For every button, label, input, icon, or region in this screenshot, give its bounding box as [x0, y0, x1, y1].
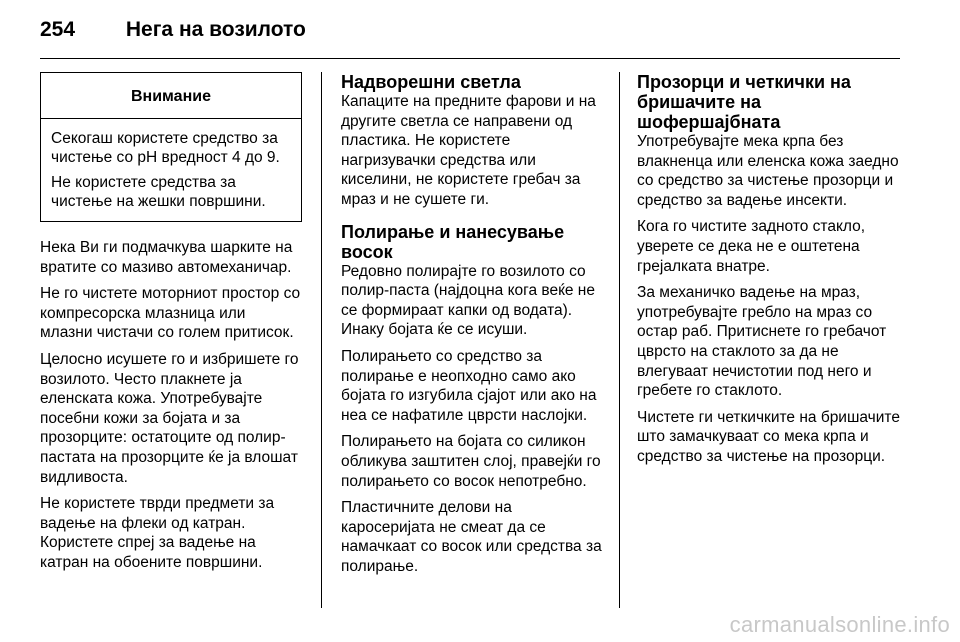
column-divider — [321, 72, 322, 608]
column-divider — [619, 72, 620, 608]
column-1 — [40, 72, 302, 579]
paragraph: Капаците на предните фарови и на другите светла се направени од пластика. Не користете нагризувачки средства или киселини, не користете гребач за мраз и не сушете ги. — [341, 93, 596, 208]
warning-line: Не користете средства за чистење на жешки површини. — [51, 173, 266, 211]
paragraph: Целосно исушете го и избришете го возилото. Често плакнете ја еленската кожа. Употребувајте посебни кожи за бојата и за прозорците: остатоците од полир-пастата на прозорците ќе ја влошат видливоста. — [40, 350, 299, 486]
paragraph: Не користете тврди предмети за вадење на флеки од катран. Користете спреј за вадење на катран на обоените површини. — [40, 495, 275, 571]
section-heading-exterior-lights: Надворешни светла — [341, 72, 521, 92]
paragraph: За механичко вадење на мраз, употребувајте гребло на мраз со остар раб. Притиснете го гребачот цврсто на стаклото за да не влегуваат нечистотии под него и гребете го стаклото. — [637, 284, 887, 400]
column-2 — [341, 72, 603, 583]
section-heading-polishing: Полирање и нанесување восок — [341, 221, 565, 262]
warning-box-title: Внимание — [41, 73, 301, 119]
column-3 — [637, 72, 902, 474]
section-heading-windows-wipers: Прозорци и четкички на бришачите на шофершајбната — [637, 72, 851, 132]
warning-box-body — [41, 119, 301, 221]
paragraph: Полирањето на бојата со силикон обликува заштитен слој, правејќи го полирањето со восок непотребно. — [341, 433, 601, 490]
warning-line: Секогаш користете средство за чистење со pH вредност 4 до 9. — [51, 129, 280, 167]
paragraph: Употребувајте мека крпа без влакненца или еленска кожа заедно со средство за чистење прозорци и средство за вадење инсекти. — [637, 133, 899, 209]
paragraph: Не го чистете моторниот простор со компресорска млазница или млазни чистачи со голем притисок. — [40, 285, 301, 342]
page-title: Нега на возилото — [125, 18, 306, 41]
header-rule — [40, 58, 900, 59]
paragraph: Чистете ги четкичките на бришачите што замачкуваат со мека крпа и средство за чистење на прозорци. — [637, 408, 900, 465]
paragraph: Нека Ви ги подмачкува шарките на вратите со мазиво автомеханичар. — [40, 238, 293, 276]
paragraph: Редовно полирајте го возилото со полир-паста (најдоцна кога веќе не се формираат капки од водата). Инаку бојата ќе се исуши. — [341, 262, 595, 339]
paragraph: Пластичните делови на каросеријата не смеат да се намачкаат со восок или средства за полирање. — [341, 499, 602, 575]
warning-box — [40, 72, 302, 222]
page-number: 254 — [40, 18, 76, 41]
paragraph: Полирањето со средство за полирање е неопходно само ако бојата го изгубила сјајот или ако на неа се нафатиле цврсти наслојки. — [341, 347, 597, 424]
page-header — [40, 18, 306, 42]
paragraph: Кога го чистите задното стакло, уверете се дека не е оштетена грејалката внатре. — [637, 218, 866, 275]
watermark: carmanualsonline.info — [729, 612, 950, 637]
